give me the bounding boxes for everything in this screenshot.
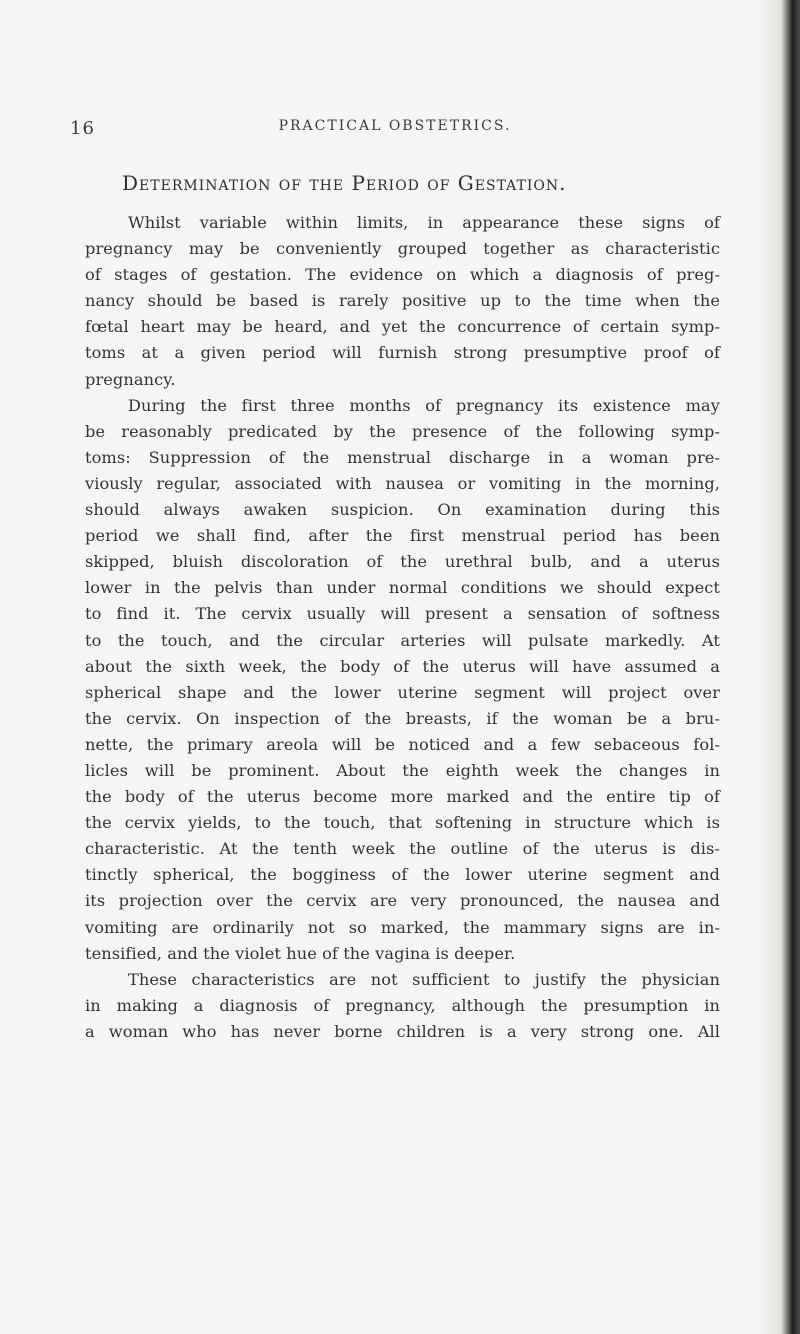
text-line: the cervix. On inspection of the breasts, if the woman be a bru- [85, 708, 720, 728]
text-line: toms at a given period will furnish strong presumptive proof of [85, 343, 720, 363]
text-line: about the sixth week, the body of the uterus will have assumed a [85, 656, 720, 676]
text-line: skipped, bluish discoloration of the urethral bulb, and a uterus [85, 552, 720, 572]
text-line: the body of the uterus become more marked and the entire tip of [85, 787, 720, 807]
text-line: be reasonably predicated by the presence of the following symp- [85, 421, 720, 441]
text-line: tinctly spherical, the bogginess of the lower uterine segment and [85, 865, 720, 885]
text-line: viously regular, associated with nausea or vomiting in the morning, [85, 473, 720, 493]
text-line: should always awaken suspicion. On examination during this [85, 500, 720, 520]
text-line: tensified, and the violet hue of the vagina is deeper. [85, 943, 516, 963]
text-line: During the first three months of pregnancy its existence may [128, 395, 720, 415]
text-line: its projection over the cervix are very pronounced, the nausea and [85, 891, 720, 911]
running-head: PRACTICAL OBSTETRICS. [278, 118, 512, 134]
text-line: spherical shape and the lower uterine segment will project over [85, 682, 720, 702]
text-line: fœtal heart may be heard, and yet the concurrence of certain symp- [85, 317, 720, 337]
paragraph-2 [85, 393, 720, 967]
page-header [70, 118, 720, 142]
text-line: licles will be prominent. About the eighth week the changes in [85, 760, 720, 780]
page-edge-shadow [758, 0, 800, 1334]
text-line: lower in the pelvis than under normal conditions we should expect [85, 578, 720, 598]
page-number: 16 [70, 118, 95, 139]
text-line: to find it. The cervix usually will present a sensation of softness [85, 604, 720, 624]
text-line: period we shall find, after the first menstrual period has been [85, 526, 720, 546]
text-line: These characteristics are not sufficient to justify the physician [128, 969, 720, 989]
text-line: a woman who has never borne children is a very strong one. All [85, 1021, 720, 1041]
text-line: to the touch, and the circular arteries will pulsate markedly. At [85, 630, 720, 650]
text-line: the cervix yields, to the touch, that softening in structure which is [85, 813, 720, 833]
text-line: Whilst variable within limits, in appearance these signs of [128, 213, 720, 232]
text-line: pregnancy. [85, 369, 176, 389]
body-text [85, 210, 720, 1045]
text-line: in making a diagnosis of pregnancy, although the presumption in [85, 995, 720, 1015]
text-line: vomiting are ordinarily not so marked, the mammary signs are in- [85, 917, 720, 937]
paragraph-1 [85, 210, 720, 393]
text-line: toms: Suppression of the menstrual discharge in a woman pre- [85, 447, 720, 467]
text-line: nancy should be based is rarely positive up to the time when the [85, 291, 720, 311]
section-title: Determination of the Period of Gestation. [122, 171, 567, 195]
paragraph-3 [85, 967, 720, 1045]
text-line: of stages of gestation. The evidence on which a diagnosis of preg- [85, 265, 720, 285]
text-line: nette, the primary areola will be noticed and a few sebaceous fol- [85, 734, 720, 754]
text-line: characteristic. At the tenth week the outline of the uterus is dis- [85, 839, 720, 859]
text-line: pregnancy may be conveniently grouped together as characteristic [85, 239, 720, 259]
